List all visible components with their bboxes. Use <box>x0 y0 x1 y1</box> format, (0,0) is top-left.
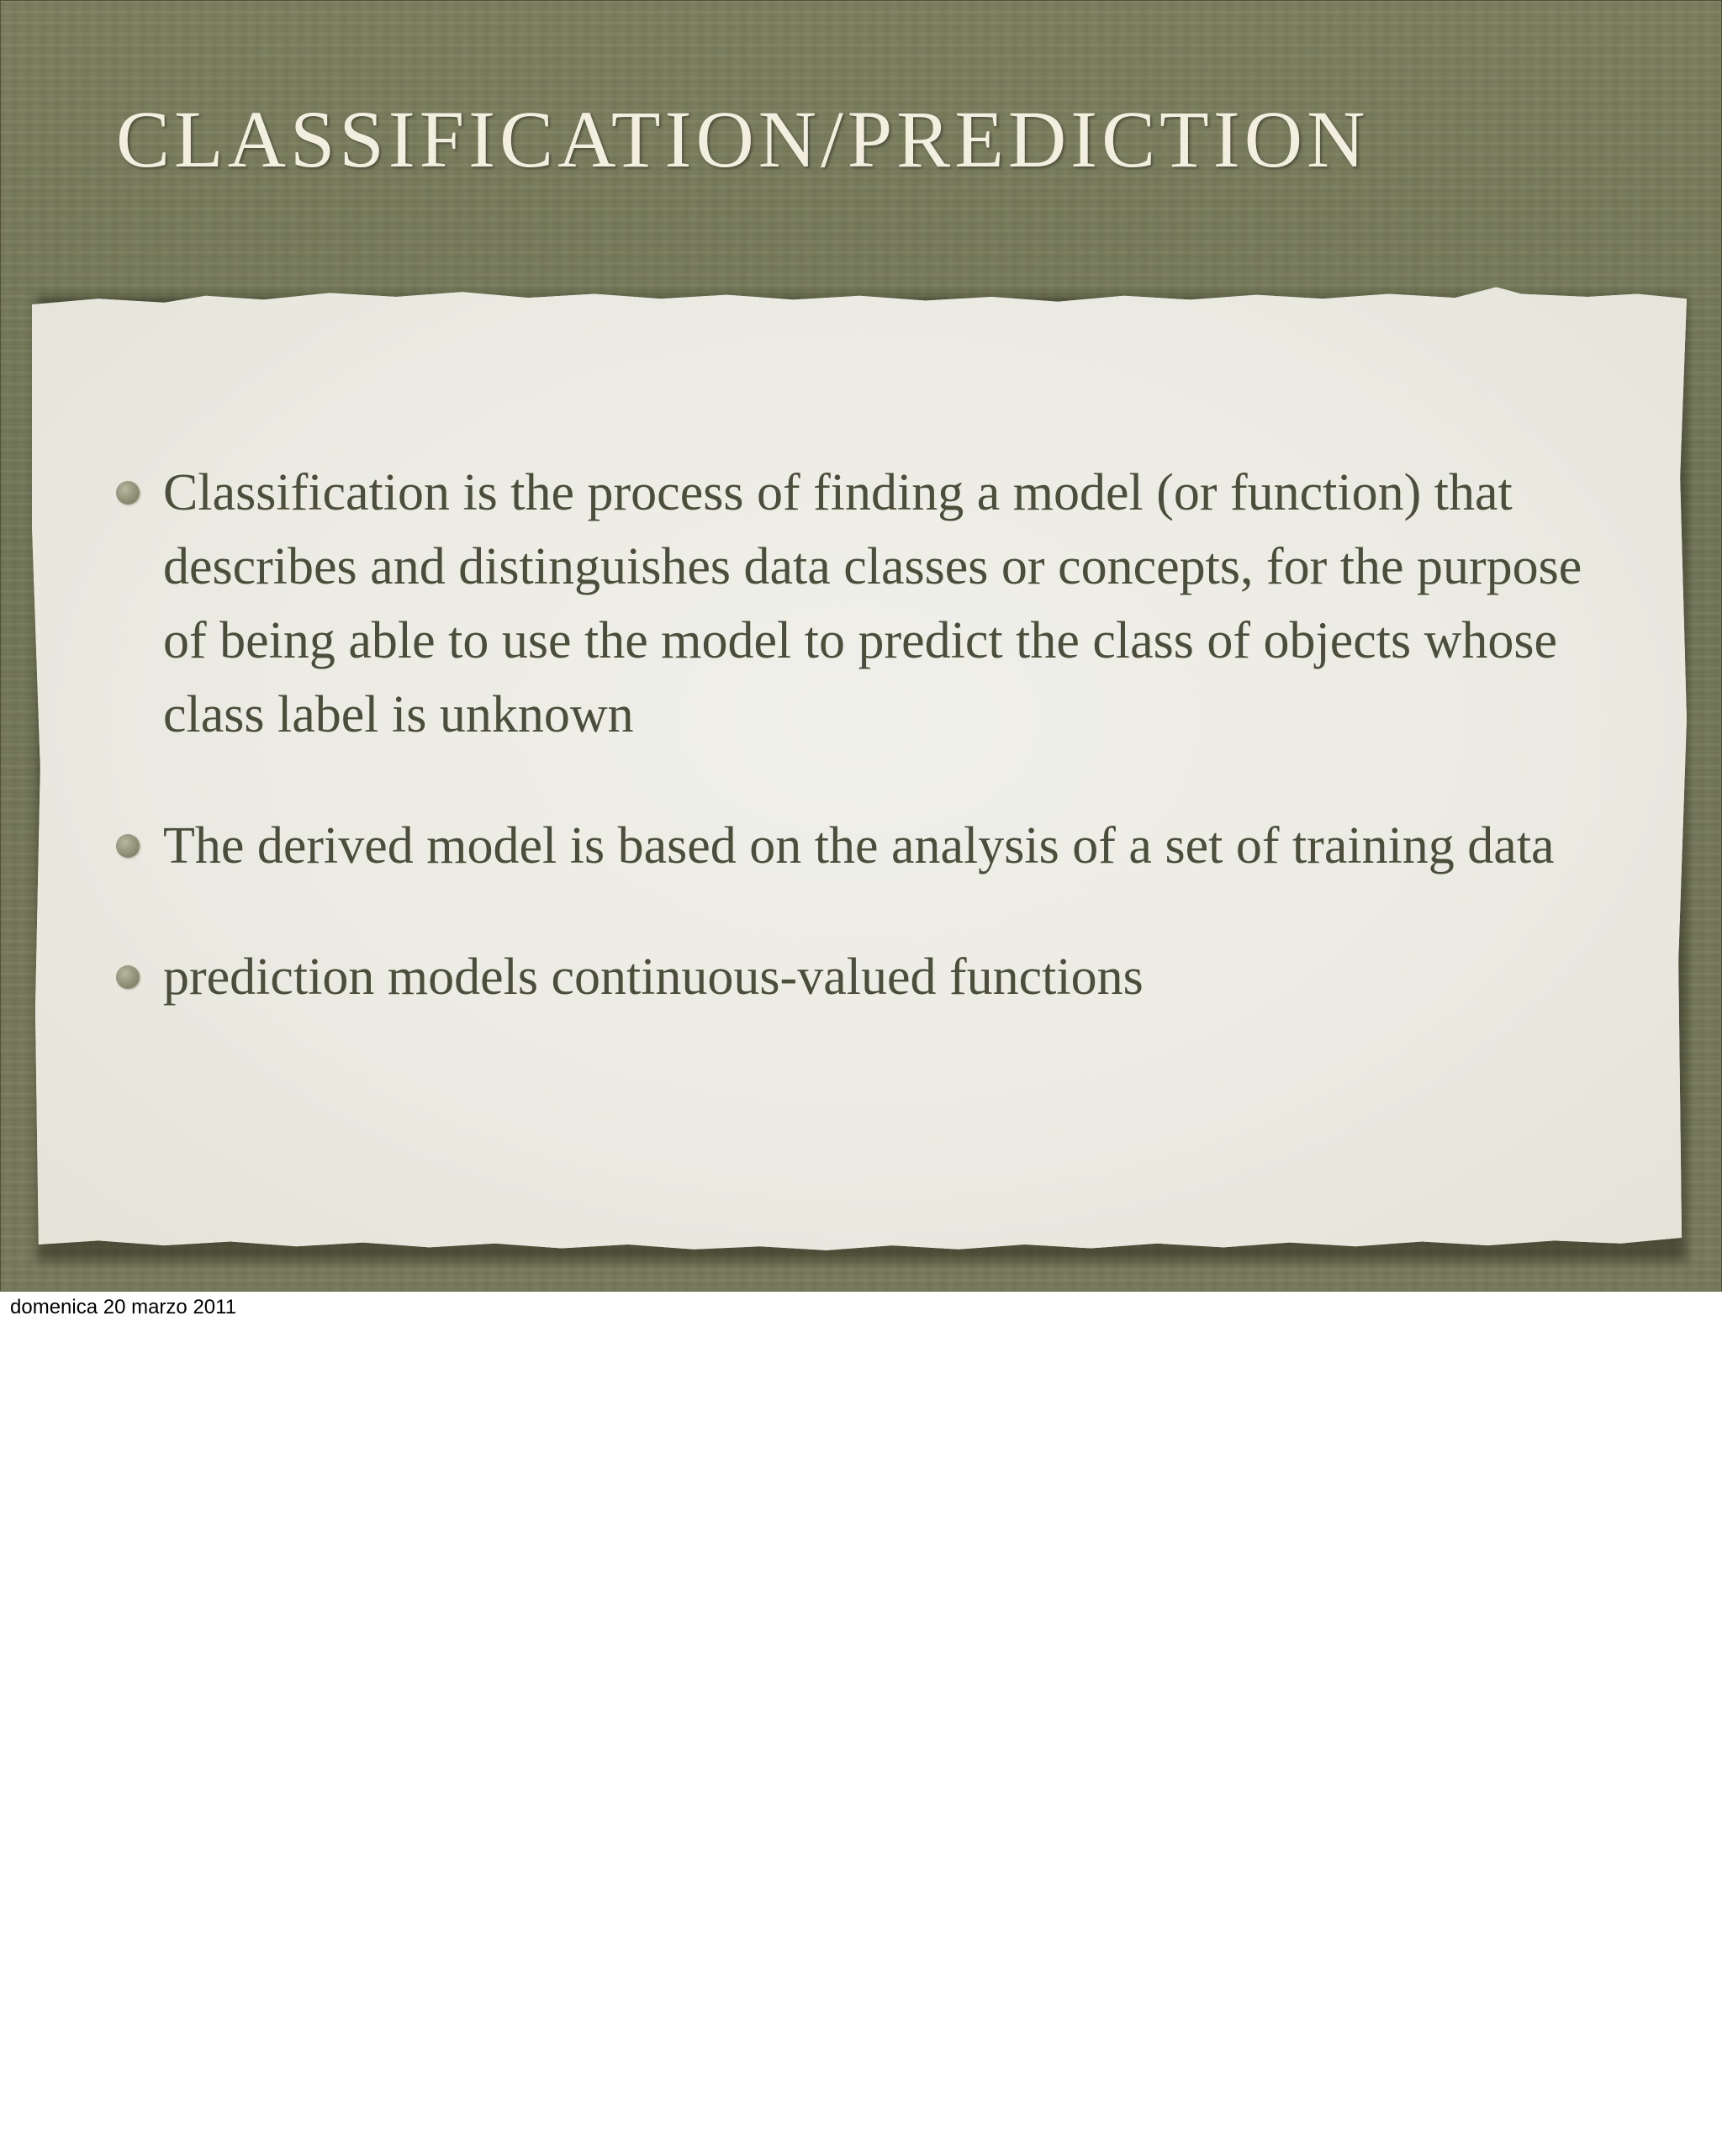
bullet-dot-icon <box>116 965 140 989</box>
bullet-item <box>116 940 1613 1014</box>
bullet-text: Classification is the process of finding a model (or function) that describes and distinguishes data classes or concepts, for the purpose of being able to use the model to predict the class of objects whose class label is unknown <box>163 464 1582 743</box>
bullet-dot-icon <box>116 834 140 858</box>
bullet-text: prediction models continuous-valued functions <box>163 949 1144 1006</box>
bullet-item <box>116 456 1613 752</box>
bullet-item <box>116 809 1613 883</box>
slide-date-caption: domenica 20 marzo 2011 <box>10 1296 237 1318</box>
bullet-list <box>116 456 1613 1071</box>
bullet-text: The derived model is based on the analysis of a set of training data <box>163 817 1555 875</box>
slide-title: CLASSIFICATION/PREDICTION <box>116 94 1370 184</box>
bullet-dot-icon <box>116 481 140 505</box>
